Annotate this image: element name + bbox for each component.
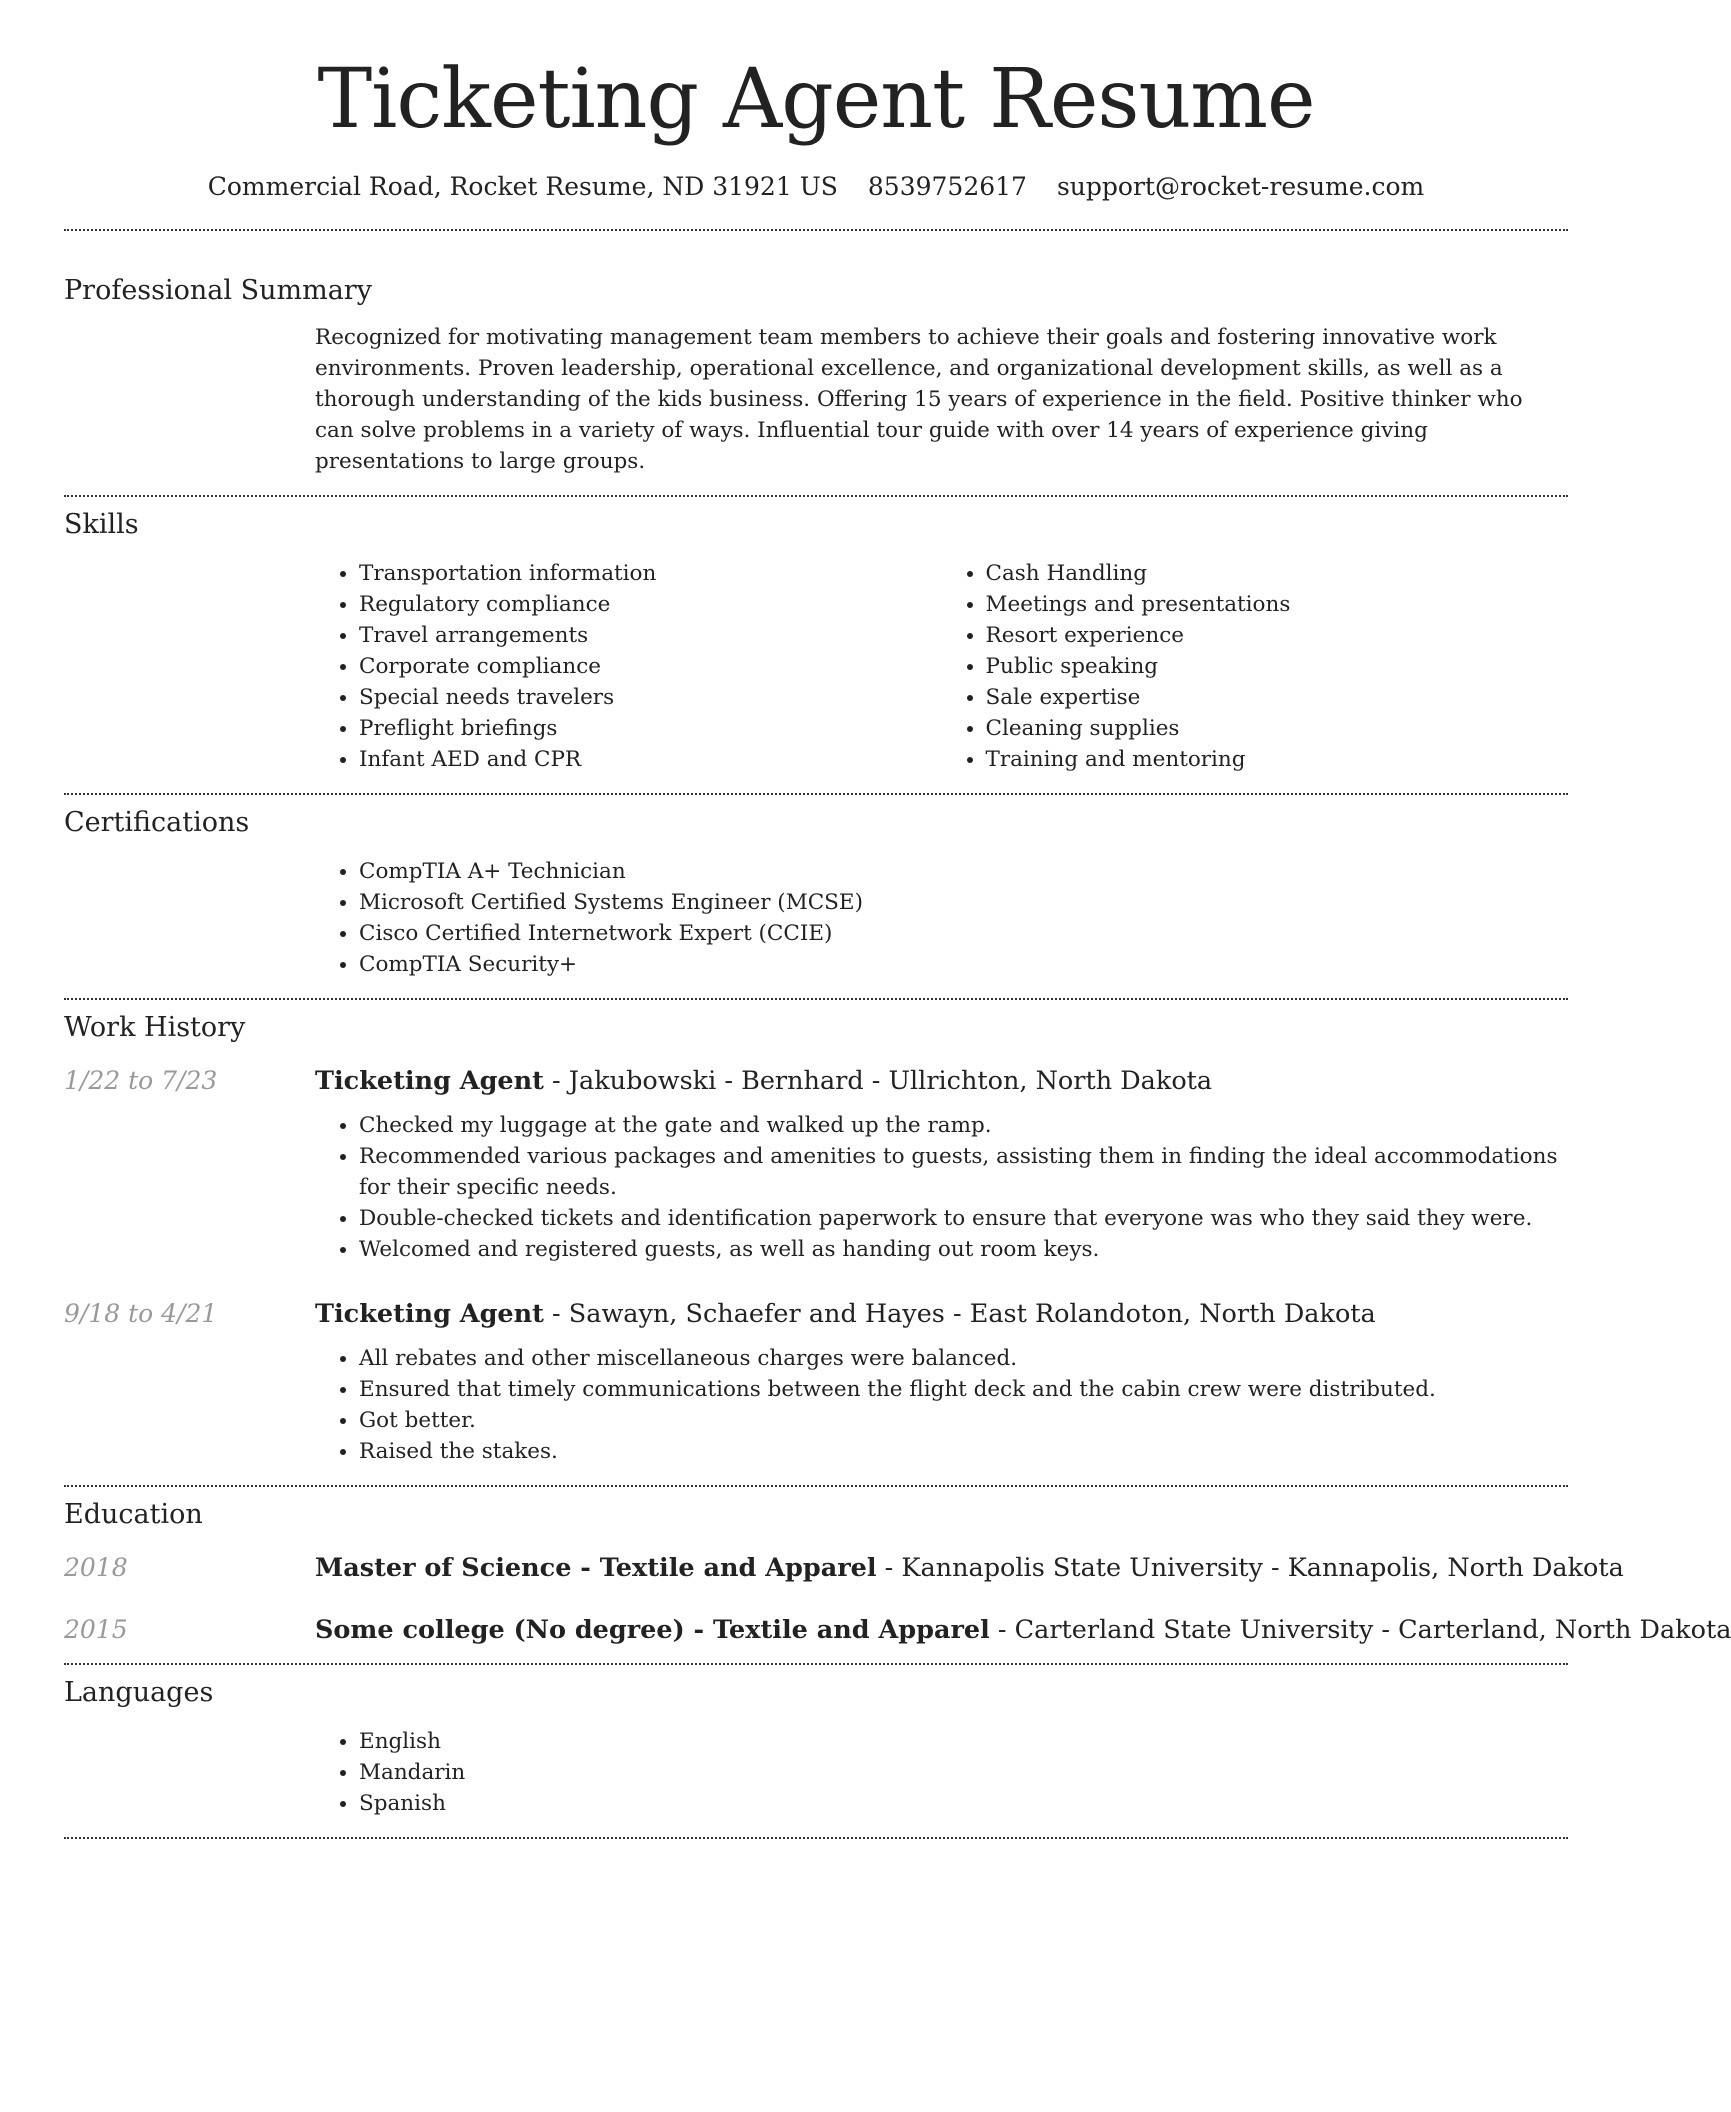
education-section — [64, 1497, 1731, 1645]
skill-item: • Sale expertise — [986, 682, 1569, 713]
education-entry — [64, 1615, 1731, 1645]
section-divider — [64, 998, 1568, 1000]
skill-item: • Special needs travelers — [359, 682, 942, 713]
job-company: - Sawayn, Schaefer and Hayes - East Rolandoton, North Dakota — [543, 1299, 1376, 1329]
section-divider — [64, 229, 1568, 231]
languages-list — [315, 1726, 1568, 1819]
skill-item: • Cleaning supplies — [986, 713, 1569, 744]
education-degree: Master of Science - Textile and Apparel — [315, 1553, 877, 1583]
summary-text: Recognized for motivating management team members to achieve their goals and fostering innovative work environments. Proven leadership, operational excellence, and organizational development skills, as well as a thorough understanding of the kids business. Offering 15 years of experience in the field. Positive thinker who can solve problems in a variety of ways. Influential tour guide with over 14 years of experience giving presentations to large groups. — [315, 325, 1523, 474]
work-history-section — [64, 1010, 1568, 1467]
language-item: • Spanish — [359, 1788, 1568, 1819]
skill-item: • Resort experience — [986, 620, 1569, 651]
education-degree: Some college (No degree) - Textile and Apparel — [315, 1615, 990, 1645]
certification-item: • Cisco Certified Internetwork Expert (CCIE) — [359, 918, 1568, 949]
job-bullets-container — [315, 1343, 1568, 1467]
section-divider — [64, 1485, 1568, 1487]
education-title — [315, 1615, 1731, 1645]
job-dates: 9/18 to 4/21 — [64, 1299, 218, 1328]
job-company: - Jakubowski - Bernhard - Ullrichton, North Dakota — [543, 1066, 1213, 1096]
job-role: Ticketing Agent — [315, 1299, 544, 1329]
job-bullets-container — [315, 1110, 1568, 1265]
skill-item: • Infant AED and CPR — [359, 744, 942, 775]
resume-title: Ticketing Agent Resume — [317, 52, 1315, 147]
job-bullet: • Raised the stakes. — [359, 1436, 1568, 1467]
section-title-education: Education — [64, 1499, 203, 1530]
certification-item: • CompTIA A+ Technician — [359, 856, 1568, 887]
job-entry — [64, 1299, 1568, 1329]
certifications-section — [64, 805, 1568, 980]
skill-item: • Regulatory compliance — [359, 589, 942, 620]
summary-section — [64, 273, 1568, 477]
skills-list-right — [942, 558, 1569, 775]
language-item: • Mandarin — [359, 1757, 1568, 1788]
job-bullets — [315, 1110, 1568, 1265]
skill-item: • Preflight briefings — [359, 713, 942, 744]
job-bullets — [315, 1343, 1568, 1467]
job-bullet: • All rebates and other miscellaneous charges were balanced. — [359, 1343, 1568, 1374]
certification-item: • CompTIA Security+ — [359, 949, 1568, 980]
email-link[interactable]: support@rocket-resume.com — [1056, 172, 1425, 201]
address-text: Commercial Road, Rocket Resume, ND 31921 US — [207, 172, 838, 201]
section-title-work-history: Work History — [64, 1012, 246, 1043]
section-title-languages: Languages — [64, 1677, 214, 1708]
job-bullet: • Welcomed and registered guests, as well as handing out room keys. — [359, 1234, 1568, 1265]
skill-item: • Transportation information — [359, 558, 942, 589]
job-bullet: • Checked my luggage at the gate and walked up the ramp. — [359, 1110, 1568, 1141]
job-title — [315, 1299, 1376, 1329]
section-divider — [64, 1837, 1568, 1839]
section-title-certifications: Certifications — [64, 807, 250, 838]
job-bullet: • Double-checked tickets and identification paperwork to ensure that everyone was who they said they were. — [359, 1203, 1568, 1234]
skill-item: • Public speaking — [986, 651, 1569, 682]
contact-line — [64, 172, 1568, 201]
education-year: 2018 — [64, 1553, 128, 1582]
languages-content — [315, 1726, 1568, 1819]
job-bullet: • Recommended various packages and amenities to guests, assisting them in finding the ideal accommodations for their specific needs. — [359, 1141, 1568, 1203]
skills-list-left — [315, 558, 942, 775]
section-divider — [64, 1663, 1568, 1665]
languages-section — [64, 1675, 1568, 1819]
job-bullet: • Got better. — [359, 1405, 1568, 1436]
skills-grid — [315, 558, 1568, 775]
job-bullet: • Ensured that timely communications between the flight deck and the cabin crew were distributed. — [359, 1374, 1568, 1405]
job-role: Ticketing Agent — [315, 1066, 544, 1096]
skill-item: • Cash Handling — [986, 558, 1569, 589]
job-entry — [64, 1066, 1568, 1096]
education-title — [315, 1553, 1624, 1583]
skill-item: • Corporate compliance — [359, 651, 942, 682]
phone-text: 8539752617 — [867, 172, 1027, 201]
job-title — [315, 1066, 1212, 1096]
skills-section — [64, 507, 1568, 775]
education-entry — [64, 1553, 1624, 1583]
certifications-list — [315, 856, 1568, 980]
language-item: • English — [359, 1726, 1568, 1757]
skill-item: • Travel arrangements — [359, 620, 942, 651]
education-school: - Carterland State University - Carterland, North Dakota — [989, 1615, 1731, 1645]
section-divider — [64, 495, 1568, 497]
section-title-summary: Professional Summary — [64, 275, 372, 306]
skill-item: • Training and mentoring — [986, 744, 1569, 775]
skill-item: • Meetings and presentations — [986, 589, 1569, 620]
education-year: 2015 — [64, 1615, 128, 1644]
certification-item: • Microsoft Certified Systems Engineer (MCSE) — [359, 887, 1568, 918]
section-title-skills: Skills — [64, 509, 139, 540]
education-school: - Kannapolis State University - Kannapolis, North Dakota — [876, 1553, 1624, 1583]
certifications-content — [315, 856, 1568, 980]
section-divider — [64, 793, 1568, 795]
job-dates: 1/22 to 7/23 — [64, 1066, 218, 1095]
